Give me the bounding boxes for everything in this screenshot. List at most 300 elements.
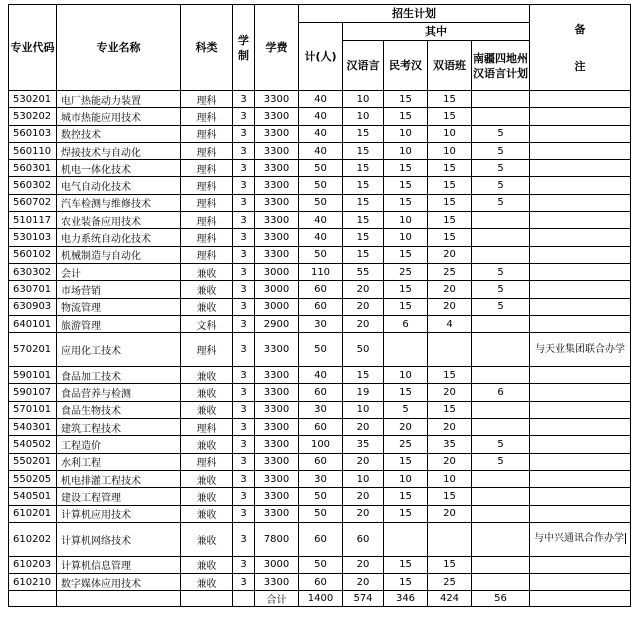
cell-name: 食品加工技术 — [57, 367, 181, 384]
cell-total: 30 — [299, 401, 343, 418]
cell-min-kao-han: 15 — [384, 488, 428, 505]
cell-tuition: 3300 — [255, 160, 299, 177]
cell-bilingual: 35 — [428, 436, 472, 453]
cell-name: 旅游管理 — [57, 315, 181, 332]
cell-min-kao-han: 15 — [384, 384, 428, 401]
cell-han-lang: 15 — [343, 125, 384, 142]
cell-tuition: 3300 — [255, 367, 299, 384]
cell-duration: 3 — [233, 367, 255, 384]
header-duration: 学制 — [233, 5, 255, 91]
table-row — [9, 108, 631, 125]
cell-south-xj: 6 — [472, 384, 530, 401]
cell-note — [530, 125, 631, 142]
cell-han-lang: 20 — [343, 574, 384, 591]
cell-south-xj — [472, 367, 530, 384]
cell-note — [530, 246, 631, 263]
cell-category: 兼收 — [181, 505, 233, 522]
cell-code: 610201 — [9, 505, 57, 522]
table-row — [9, 125, 631, 142]
cell-category: 理科 — [181, 108, 233, 125]
cell-category: 理科 — [181, 194, 233, 211]
cell-code: 540502 — [9, 436, 57, 453]
cell-duration: 3 — [233, 246, 255, 263]
cell-tuition: 3300 — [255, 108, 299, 125]
cell-south-xj — [472, 91, 530, 108]
cell-category: 兼收 — [181, 556, 233, 573]
cell-tuition: 3300 — [255, 505, 299, 522]
cell-code: 550201 — [9, 453, 57, 470]
cell-bilingual: 10 — [428, 470, 472, 487]
table-row — [9, 505, 631, 522]
header-note-b: 注 — [574, 59, 586, 73]
cell-bilingual: 15 — [428, 556, 472, 573]
header-category: 科类 — [181, 5, 233, 91]
cell-bilingual: 10 — [428, 142, 472, 159]
cell-category: 兼收 — [181, 436, 233, 453]
cell-min-kao-han: 15 — [384, 574, 428, 591]
header-total: 计(人) — [299, 23, 343, 91]
cell-bilingual: 25 — [428, 263, 472, 280]
cell-name: 电气自动化技术 — [57, 177, 181, 194]
cell-duration: 3 — [233, 194, 255, 211]
table-row — [9, 401, 631, 418]
cell-bilingual: 20 — [428, 246, 472, 263]
cell-category: 理科 — [181, 91, 233, 108]
cell-duration: 3 — [233, 436, 255, 453]
cell-tuition: 3000 — [255, 298, 299, 315]
cell-total: 60 — [299, 419, 343, 436]
table-row — [9, 229, 631, 246]
cell-code: 570201 — [9, 333, 57, 367]
cell-total: 60 — [299, 574, 343, 591]
cell-han-lang: 20 — [343, 453, 384, 470]
cell-tuition: 3300 — [255, 177, 299, 194]
cell-han-lang: 20 — [343, 315, 384, 332]
cell-note — [530, 470, 631, 487]
cell-bilingual: 25 — [428, 574, 472, 591]
totals-bi: 424 — [428, 591, 472, 607]
cell-note — [530, 229, 631, 246]
cell-category: 兼收 — [181, 367, 233, 384]
cell-min-kao-han: 25 — [384, 436, 428, 453]
cell-total: 60 — [299, 384, 343, 401]
cell-south-xj — [472, 488, 530, 505]
cell-tuition: 7800 — [255, 522, 299, 556]
cell-duration: 3 — [233, 160, 255, 177]
table-body — [9, 91, 631, 591]
cell-category: 理科 — [181, 453, 233, 470]
cell-min-kao-han — [384, 333, 428, 367]
cell-tuition: 2900 — [255, 315, 299, 332]
cell-code: 510117 — [9, 212, 57, 229]
cell-south-xj — [472, 505, 530, 522]
table-row — [9, 142, 631, 159]
cell-note — [530, 91, 631, 108]
cell-south-xj — [472, 401, 530, 418]
cell-south-xj — [472, 419, 530, 436]
cell-category: 兼收 — [181, 263, 233, 280]
cell-bilingual: 4 — [428, 315, 472, 332]
cell-duration: 3 — [233, 91, 255, 108]
cell-south-xj: 5 — [472, 263, 530, 280]
table-row — [9, 333, 631, 367]
totals-sx: 56 — [472, 591, 530, 607]
table-row — [9, 574, 631, 591]
cell-duration: 3 — [233, 229, 255, 246]
cell-name: 食品营养与检测 — [57, 384, 181, 401]
cell-han-lang: 20 — [343, 556, 384, 573]
cell-duration: 3 — [233, 281, 255, 298]
cell-tuition: 3300 — [255, 436, 299, 453]
cell-han-lang: 19 — [343, 384, 384, 401]
cell-category: 理科 — [181, 246, 233, 263]
header-south-xj: 南疆四地州汉语言计划 — [472, 41, 530, 91]
table-row — [9, 488, 631, 505]
cell-duration: 3 — [233, 142, 255, 159]
cell-name: 应用化工技术 — [57, 333, 181, 367]
cell-code: 560102 — [9, 246, 57, 263]
cell-bilingual: 15 — [428, 91, 472, 108]
totals-note — [530, 591, 631, 607]
table-row — [9, 384, 631, 401]
cell-bilingual: 20 — [428, 281, 472, 298]
cell-code: 530103 — [9, 229, 57, 246]
cell-han-lang: 15 — [343, 367, 384, 384]
cell-tuition: 3300 — [255, 419, 299, 436]
table-row — [9, 470, 631, 487]
cell-south-xj — [472, 556, 530, 573]
cell-bilingual: 20 — [428, 453, 472, 470]
table-row — [9, 367, 631, 384]
cell-note — [530, 142, 631, 159]
cell-duration: 3 — [233, 522, 255, 556]
cell-han-lang: 15 — [343, 212, 384, 229]
cell-han-lang: 15 — [343, 194, 384, 211]
cell-bilingual: 15 — [428, 229, 472, 246]
cell-note — [530, 401, 631, 418]
cell-name: 数字媒体应用技术 — [57, 574, 181, 591]
cell-code: 590107 — [9, 384, 57, 401]
cell-south-xj: 5 — [472, 177, 530, 194]
totals-total: 1400 — [299, 591, 343, 607]
cell-south-xj — [472, 574, 530, 591]
table-row — [9, 281, 631, 298]
cell-name: 水利工程 — [57, 453, 181, 470]
cell-south-xj: 5 — [472, 125, 530, 142]
cell-category: 理科 — [181, 229, 233, 246]
cell-min-kao-han: 15 — [384, 91, 428, 108]
cell-han-lang: 10 — [343, 470, 384, 487]
header-code: 专业代码 — [9, 5, 57, 91]
cell-name: 机电一体化技术 — [57, 160, 181, 177]
cell-south-xj — [472, 246, 530, 263]
header-note-a: 备 — [574, 22, 586, 36]
cell-category: 兼收 — [181, 401, 233, 418]
cell-min-kao-han: 15 — [384, 281, 428, 298]
text-cursor — [625, 533, 626, 544]
cell-code: 560103 — [9, 125, 57, 142]
cell-han-lang: 20 — [343, 419, 384, 436]
cell-note: 与中兴通讯合作办学 — [530, 522, 631, 556]
cell-note — [530, 505, 631, 522]
cell-bilingual — [428, 333, 472, 367]
cell-code: 610210 — [9, 574, 57, 591]
cell-name: 物流管理 — [57, 298, 181, 315]
cell-category: 兼收 — [181, 470, 233, 487]
cell-note — [530, 556, 631, 573]
totals-blank — [233, 591, 255, 607]
cell-name: 汽车检测与维修技术 — [57, 194, 181, 211]
cell-name: 计算机信息管理 — [57, 556, 181, 573]
cell-code: 630701 — [9, 281, 57, 298]
table-row — [9, 419, 631, 436]
cell-total: 50 — [299, 177, 343, 194]
cell-han-lang: 15 — [343, 229, 384, 246]
cell-south-xj — [472, 315, 530, 332]
cell-duration: 3 — [233, 401, 255, 418]
cell-category: 理科 — [181, 125, 233, 142]
cell-code: 540301 — [9, 419, 57, 436]
cell-tuition: 3300 — [255, 212, 299, 229]
totals-blank — [181, 591, 233, 607]
cell-code: 560302 — [9, 177, 57, 194]
cell-category: 兼收 — [181, 281, 233, 298]
totals-label: 合计 — [255, 591, 299, 607]
cell-total: 50 — [299, 246, 343, 263]
cell-tuition: 3300 — [255, 194, 299, 211]
cell-category: 文科 — [181, 315, 233, 332]
cell-min-kao-han: 10 — [384, 229, 428, 246]
cell-han-lang: 50 — [343, 333, 384, 367]
cell-han-lang: 10 — [343, 108, 384, 125]
cell-min-kao-han: 10 — [384, 125, 428, 142]
cell-south-xj — [472, 212, 530, 229]
cell-bilingual: 15 — [428, 212, 472, 229]
cell-total: 100 — [299, 436, 343, 453]
cell-note — [530, 488, 631, 505]
cell-name: 焊接技术与自动化 — [57, 142, 181, 159]
cell-min-kao-han: 6 — [384, 315, 428, 332]
cell-bilingual: 15 — [428, 194, 472, 211]
cell-code: 560702 — [9, 194, 57, 211]
cell-category: 理科 — [181, 177, 233, 194]
cell-total: 50 — [299, 488, 343, 505]
cell-note — [530, 298, 631, 315]
cell-name: 食品生物技术 — [57, 401, 181, 418]
header-note — [530, 5, 631, 91]
cell-note — [530, 281, 631, 298]
cell-south-xj: 5 — [472, 281, 530, 298]
cell-duration: 3 — [233, 315, 255, 332]
cell-name: 计算机网络技术 — [57, 522, 181, 556]
cell-total: 40 — [299, 91, 343, 108]
cell-min-kao-han: 15 — [384, 177, 428, 194]
table-row — [9, 194, 631, 211]
cell-note — [530, 108, 631, 125]
cell-bilingual: 20 — [428, 419, 472, 436]
cell-min-kao-han: 15 — [384, 194, 428, 211]
cell-bilingual: 15 — [428, 160, 472, 177]
cell-duration: 3 — [233, 419, 255, 436]
cell-duration: 3 — [233, 470, 255, 487]
cell-min-kao-han: 5 — [384, 401, 428, 418]
cell-duration: 3 — [233, 574, 255, 591]
cell-min-kao-han: 10 — [384, 367, 428, 384]
cell-tuition: 3300 — [255, 574, 299, 591]
table-row — [9, 91, 631, 108]
cell-tuition: 3300 — [255, 384, 299, 401]
cell-han-lang: 20 — [343, 281, 384, 298]
cell-tuition: 3000 — [255, 263, 299, 280]
cell-duration: 3 — [233, 263, 255, 280]
cell-code: 610202 — [9, 522, 57, 556]
cell-tuition: 3300 — [255, 333, 299, 367]
cell-duration: 3 — [233, 333, 255, 367]
cell-min-kao-han: 15 — [384, 298, 428, 315]
cell-duration: 3 — [233, 453, 255, 470]
header-among: 其中 — [343, 23, 530, 41]
table-row — [9, 177, 631, 194]
header-min-kao-han: 民考汉 — [384, 41, 428, 91]
cell-min-kao-han: 15 — [384, 246, 428, 263]
cell-total: 40 — [299, 125, 343, 142]
cell-total: 60 — [299, 298, 343, 315]
cell-total: 30 — [299, 470, 343, 487]
cell-han-lang: 15 — [343, 177, 384, 194]
header-han-lang: 汉语言 — [343, 41, 384, 91]
cell-tuition: 3300 — [255, 246, 299, 263]
cell-category: 理科 — [181, 419, 233, 436]
cell-total: 50 — [299, 160, 343, 177]
totals-blank — [9, 591, 57, 607]
cell-category: 兼收 — [181, 298, 233, 315]
cell-duration: 3 — [233, 384, 255, 401]
cell-name: 计算机应用技术 — [57, 505, 181, 522]
cell-tuition: 3300 — [255, 125, 299, 142]
cell-name: 农业装备应用技术 — [57, 212, 181, 229]
table-row — [9, 298, 631, 315]
table-row — [9, 263, 631, 280]
cell-name: 机械制造与自动化 — [57, 246, 181, 263]
cell-name: 建筑工程技术 — [57, 419, 181, 436]
cell-tuition: 3300 — [255, 229, 299, 246]
cell-tuition: 3000 — [255, 281, 299, 298]
totals-blank — [57, 591, 181, 607]
cell-han-lang: 15 — [343, 246, 384, 263]
cell-note — [530, 177, 631, 194]
enrollment-plan-table — [8, 4, 631, 607]
cell-total: 50 — [299, 333, 343, 367]
cell-bilingual: 15 — [428, 177, 472, 194]
cell-bilingual: 15 — [428, 108, 472, 125]
totals-row — [9, 591, 631, 607]
cell-min-kao-han: 10 — [384, 470, 428, 487]
cell-name: 城市热能应用技术 — [57, 108, 181, 125]
cell-code: 530202 — [9, 108, 57, 125]
cell-code: 630903 — [9, 298, 57, 315]
cell-bilingual: 10 — [428, 125, 472, 142]
cell-tuition: 3300 — [255, 401, 299, 418]
cell-bilingual: 15 — [428, 488, 472, 505]
table-row — [9, 436, 631, 453]
cell-min-kao-han: 15 — [384, 505, 428, 522]
cell-code: 560301 — [9, 160, 57, 177]
cell-south-xj — [472, 229, 530, 246]
cell-name: 数控技术 — [57, 125, 181, 142]
cell-category: 兼收 — [181, 384, 233, 401]
cell-name: 工程造价 — [57, 436, 181, 453]
cell-note — [530, 453, 631, 470]
cell-total: 60 — [299, 522, 343, 556]
cell-min-kao-han — [384, 522, 428, 556]
cell-tuition: 3300 — [255, 470, 299, 487]
cell-south-xj: 5 — [472, 298, 530, 315]
cell-total: 40 — [299, 142, 343, 159]
cell-bilingual: 20 — [428, 505, 472, 522]
header-tuition: 学费 — [255, 5, 299, 91]
cell-han-lang: 10 — [343, 401, 384, 418]
cell-south-xj — [472, 522, 530, 556]
cell-tuition: 3300 — [255, 453, 299, 470]
cell-min-kao-han: 10 — [384, 212, 428, 229]
cell-bilingual: 20 — [428, 384, 472, 401]
cell-bilingual — [428, 522, 472, 556]
cell-total: 110 — [299, 263, 343, 280]
cell-min-kao-han: 15 — [384, 108, 428, 125]
cell-han-lang: 20 — [343, 298, 384, 315]
cell-note — [530, 574, 631, 591]
cell-han-lang: 15 — [343, 160, 384, 177]
table-row — [9, 453, 631, 470]
cell-total: 50 — [299, 194, 343, 211]
cell-south-xj — [472, 108, 530, 125]
cell-note: 与天业集团联合办学 — [530, 333, 631, 367]
cell-min-kao-han: 10 — [384, 142, 428, 159]
cell-note — [530, 436, 631, 453]
cell-code: 540501 — [9, 488, 57, 505]
cell-total: 60 — [299, 453, 343, 470]
cell-name: 建设工程管理 — [57, 488, 181, 505]
cell-han-lang: 60 — [343, 522, 384, 556]
cell-note — [530, 315, 631, 332]
cell-south-xj: 5 — [472, 142, 530, 159]
cell-category: 兼收 — [181, 522, 233, 556]
cell-category: 兼收 — [181, 574, 233, 591]
cell-south-xj — [472, 333, 530, 367]
cell-code: 590101 — [9, 367, 57, 384]
cell-code: 550205 — [9, 470, 57, 487]
cell-han-lang: 55 — [343, 263, 384, 280]
header-bilingual: 双语班 — [428, 41, 472, 91]
cell-name: 机电排灌工程技术 — [57, 470, 181, 487]
cell-duration: 3 — [233, 177, 255, 194]
cell-duration: 3 — [233, 488, 255, 505]
cell-duration: 3 — [233, 505, 255, 522]
cell-duration: 3 — [233, 108, 255, 125]
cell-han-lang: 35 — [343, 436, 384, 453]
cell-han-lang: 20 — [343, 488, 384, 505]
cell-tuition: 3300 — [255, 91, 299, 108]
table-row — [9, 212, 631, 229]
cell-total: 50 — [299, 556, 343, 573]
cell-note — [530, 160, 631, 177]
cell-total: 50 — [299, 505, 343, 522]
cell-note — [530, 419, 631, 436]
cell-total: 30 — [299, 315, 343, 332]
cell-south-xj: 5 — [472, 436, 530, 453]
cell-min-kao-han: 15 — [384, 556, 428, 573]
cell-category: 理科 — [181, 142, 233, 159]
